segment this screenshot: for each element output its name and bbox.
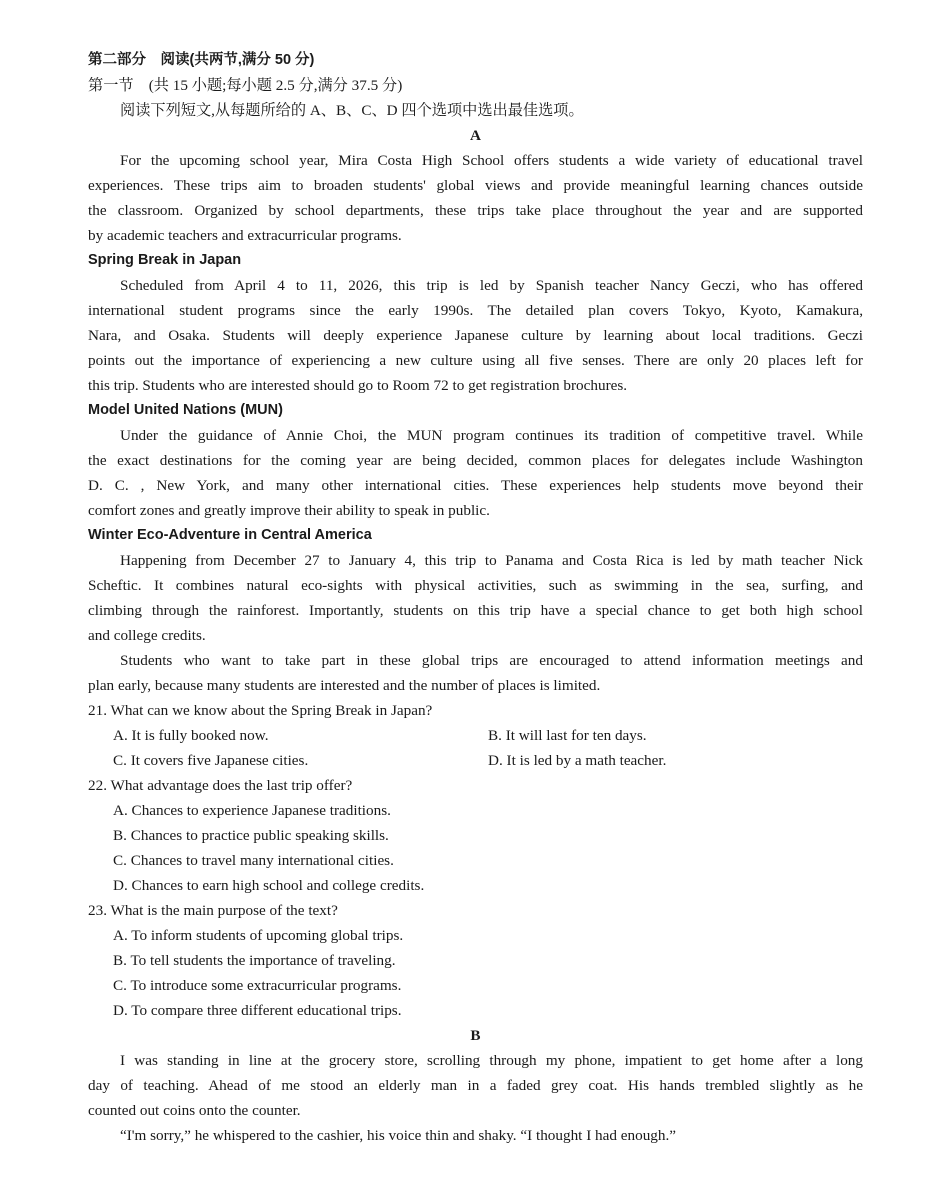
text-line: climbing through the rainforest. Importantly, students on this trip have a special chance to get both high school <box>88 602 863 619</box>
option-d[interactable]: D. Chances to earn high school and college credits. <box>113 877 425 894</box>
text-line: D. C. , New York, and many other international cities. These experiences help students move beyond their <box>88 477 863 494</box>
passage-a-label: A <box>470 127 481 144</box>
question-stem: 21. What can we know about the Spring Break in Japan? <box>88 702 433 719</box>
mun-paragraph <box>88 423 863 523</box>
text-line: Students who want to take part in these global trips are encouraged to attend information meetings and <box>120 652 863 669</box>
reading-section <box>88 48 863 1148</box>
text-line: day of teaching. Ahead of me stood an elderly man in a faded grey coat. His hands trembled slightly as he <box>88 1077 863 1094</box>
option-b[interactable]: B. To tell students the importance of traveling. <box>113 952 396 969</box>
text-line: plan early, because many students are interested and the number of places is limited. <box>88 677 601 694</box>
text-line: counted out coins onto the counter. <box>88 1102 301 1119</box>
closing-paragraph <box>88 648 863 698</box>
passage-b-paragraph-1 <box>88 1048 863 1123</box>
text-line: international student programs since the early 1990s. The detailed plan covers Tokyo, Kyoto, Kamakura, <box>88 302 863 319</box>
text-line: For the upcoming school year, Mira Costa High School offers students a wide variety of educational travel <box>120 152 863 169</box>
option-a[interactable]: A. Chances to experience Japanese traditions. <box>113 802 391 819</box>
instruction-text: 阅读下列短文,从每题所给的 A、B、C、D 四个选项中选出最佳选项。 <box>120 102 584 119</box>
text-line: by academic teachers and extracurricular programs. <box>88 227 402 244</box>
option-b[interactable]: B. Chances to practice public speaking skills. <box>113 827 389 844</box>
option-a[interactable]: A. It is fully booked now. <box>113 727 269 744</box>
mun-heading: Model United Nations (MUN) <box>88 402 283 418</box>
passage-b-label: B <box>470 1027 481 1044</box>
option-a[interactable]: A. To inform students of upcoming global trips. <box>113 927 404 944</box>
text-line: Nara, and Osaka. Students will deeply experience Japanese culture by learning about local traditions. Geczi <box>88 327 863 344</box>
text-line: points out the importance of experiencing a new culture using all five senses. There are only 20 places left for <box>88 352 863 369</box>
text-line: Under the guidance of Annie Choi, the MUN program continues its tradition of competitive travel. While <box>120 427 863 444</box>
options-row <box>88 723 863 748</box>
text-line: Scheduled from April 4 to 11, 2026, this trip is led by Spanish teacher Nancy Geczi, who has offered <box>120 277 863 294</box>
option-b[interactable]: B. It will last for ten days. <box>488 727 647 744</box>
text-line: I was standing in line at the grocery store, scrolling through my phone, impatient to get home after a long <box>120 1052 863 1069</box>
section-heading: 第一节 (共 15 小题;每小题 2.5 分,满分 37.5 分) <box>88 77 403 94</box>
option-d[interactable]: D. To compare three different educational trips. <box>113 1002 402 1019</box>
winter-heading: Winter Eco-Adventure in Central America <box>88 527 372 543</box>
text-line: Happening from December 27 to January 4, this trip to Panama and Costa Rica is led by math teacher Nick <box>120 552 863 569</box>
option-c[interactable]: C. Chances to travel many international cities. <box>113 852 394 869</box>
part-heading: 第二部分 阅读(共两节,满分 50 分) <box>88 52 315 68</box>
options-row <box>88 748 863 773</box>
passage-b-paragraph-2: “I'm sorry,” he whispered to the cashier, his voice thin and shaky. “I thought I had enough.” <box>120 1127 677 1144</box>
text-line: and college credits. <box>88 627 206 644</box>
text-line: Scheftic. It combines natural eco-sights with physical activities, such as swimming in the sea, surfing, and <box>88 577 863 594</box>
question-stem: 22. What advantage does the last trip offer? <box>88 777 353 794</box>
option-d[interactable]: D. It is led by a math teacher. <box>488 752 667 769</box>
question-stem: 23. What is the main purpose of the text? <box>88 902 338 919</box>
option-c[interactable]: C. It covers five Japanese cities. <box>113 752 309 769</box>
japan-heading: Spring Break in Japan <box>88 252 242 268</box>
option-c[interactable]: C. To introduce some extracurricular programs. <box>113 977 402 994</box>
winter-paragraph <box>88 548 863 648</box>
text-line: the classroom. Organized by school departments, these trips take place throughout the year and are supported <box>88 202 863 219</box>
text-line: experiences. These trips aim to broaden students' global views and provide meaningful learning chances outside <box>88 177 863 194</box>
text-line: the exact destinations for the coming year are being decided, common places for delegates include Washington <box>88 452 863 469</box>
text-line: comfort zones and greatly improve their ability to speak in public. <box>88 502 490 519</box>
japan-paragraph <box>88 273 863 398</box>
text-line: this trip. Students who are interested should go to Room 72 to get registration brochures. <box>88 377 628 394</box>
passage-a-intro <box>88 148 863 248</box>
